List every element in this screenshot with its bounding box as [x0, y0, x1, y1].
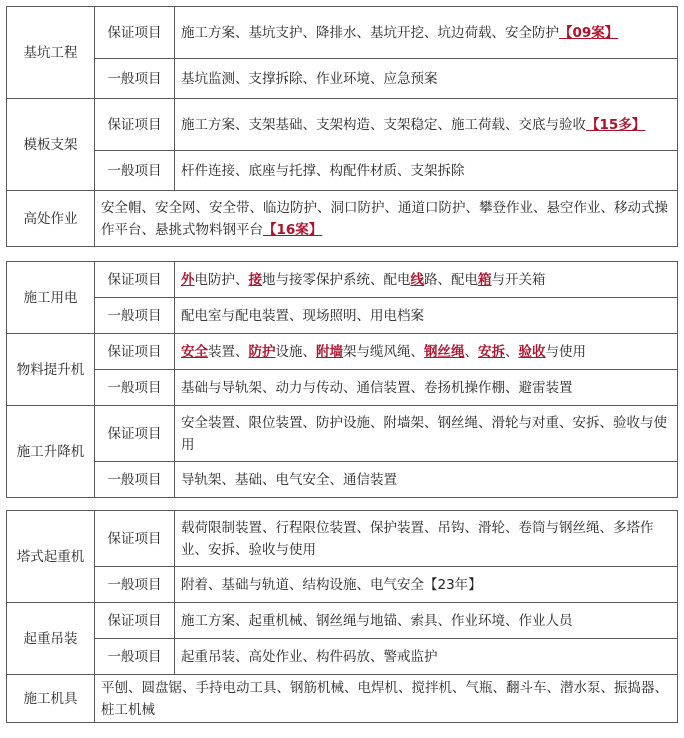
- item-content: [175, 462, 678, 498]
- highlight-mark: 线: [410, 271, 424, 288]
- highlight-mark: 钢丝绳: [424, 343, 465, 360]
- guarantee-item-label: 保证项目: [95, 406, 175, 462]
- category-tower-crane: 塔式起重机: [7, 511, 95, 603]
- item-content: [175, 99, 678, 151]
- guarantee-item-label: 保证项目: [95, 511, 175, 567]
- content-text: 安全装置、限位装置、防护设施、附墙架、钢丝绳、滑轮与对重、安拆、验收与使用: [181, 414, 667, 453]
- table-row: [7, 191, 678, 247]
- content-text: 配电室与配电装置、现场照明、用电档案: [181, 307, 424, 324]
- guarantee-item-label: 保证项目: [95, 603, 175, 639]
- content-text: 地与接零保护系统、配电: [262, 271, 411, 288]
- category-work-at-height: 高处作业: [7, 191, 95, 247]
- table-row: [7, 675, 678, 723]
- item-content: [95, 675, 678, 723]
- item-content: [175, 406, 678, 462]
- highlight-mark: 附墙: [316, 343, 343, 360]
- highlight-mark: 安全: [181, 343, 208, 360]
- item-content: [175, 370, 678, 406]
- category-formwork-support: 模板支架: [7, 99, 95, 191]
- content-text: 路、配电: [424, 271, 478, 288]
- content-text: 与使用: [545, 343, 586, 360]
- content-text: 附着、基础与轨道、结构设施、电气安全【23年】: [181, 576, 482, 593]
- content-text: 平刨、圆盘锯、手持电动工具、钢筋机械、电焊机、搅拌机、气瓶、翻斗车、潜水泵、振捣器、桩工机械: [101, 679, 668, 718]
- item-content: [175, 151, 678, 191]
- item-content: [95, 191, 678, 247]
- content-text: 基础与导轨架、动力与传动、通信装置、卷扬机操作棚、避雷装置: [181, 379, 573, 396]
- table-row: [7, 406, 678, 462]
- safety-check-table-3: [6, 510, 678, 723]
- content-text: 电防护、: [194, 271, 249, 288]
- table-row: [7, 462, 678, 498]
- table-row: [7, 99, 678, 151]
- category-hoisting-lifting: 起重吊装: [7, 603, 95, 675]
- item-content: [175, 59, 678, 99]
- category-construction-elevator: 施工升降机: [7, 406, 95, 498]
- category-construction-electricity: 施工用电: [7, 262, 95, 334]
- general-item-label: 一般项目: [95, 151, 175, 191]
- table-row: [7, 567, 678, 603]
- table-row: [7, 511, 678, 567]
- guarantee-item-label: 保证项目: [95, 99, 175, 151]
- item-content: [175, 639, 678, 675]
- content-text: 装置、: [208, 343, 249, 360]
- table-row: [7, 603, 678, 639]
- table-row: [7, 7, 678, 59]
- highlight-mark: 【16案】: [263, 221, 323, 238]
- table-row: [7, 370, 678, 406]
- item-content: [175, 567, 678, 603]
- guarantee-item-label: 保证项目: [95, 334, 175, 370]
- category-foundation-pit: 基坑工程: [7, 7, 95, 99]
- general-item-label: 一般项目: [95, 370, 175, 406]
- item-content: [175, 7, 678, 59]
- highlight-mark: 验收: [518, 343, 546, 360]
- content-text: 与开关箱: [491, 271, 546, 288]
- safety-check-table-2: [6, 261, 678, 498]
- content-text: 架与缆风绳、: [343, 343, 424, 360]
- highlight-mark: 接: [248, 271, 262, 288]
- highlight-mark: 外: [181, 271, 195, 288]
- content-text: 、: [464, 343, 478, 360]
- highlight-mark: 安拆: [478, 343, 505, 360]
- content-text: 基坑监测、支撑拆除、作业环境、应急预案: [181, 70, 438, 87]
- content-text: 载荷限制装置、行程限位装置、保护装置、吊钩、滑轮、卷筒与钢丝绳、多塔作业、安拆、验收与使用: [181, 519, 654, 558]
- general-item-label: 一般项目: [95, 298, 175, 334]
- general-item-label: 一般项目: [95, 567, 175, 603]
- table-row: [7, 639, 678, 675]
- table-row: [7, 59, 678, 99]
- general-item-label: 一般项目: [95, 59, 175, 99]
- highlight-mark: 【09案】: [559, 24, 619, 41]
- item-content: [175, 262, 678, 298]
- safety-check-table-1: [6, 6, 678, 247]
- item-content: [175, 511, 678, 567]
- highlight-mark: 防护: [248, 343, 276, 360]
- content-text: 安全帽、安全网、安全带、临边防护、洞口防护、通道口防护、攀登作业、悬空作业、移动式操作平台、悬挑式物料钢平台: [101, 199, 668, 238]
- table-row: [7, 298, 678, 334]
- table-row: [7, 334, 678, 370]
- content-text: 、: [505, 343, 519, 360]
- item-content: [175, 334, 678, 370]
- category-construction-machinery: 施工机具: [7, 675, 95, 723]
- general-item-label: 一般项目: [95, 639, 175, 675]
- content-text: 施工方案、起重机械、钢丝绳与地锚、索具、作业环境、作业人员: [181, 612, 573, 629]
- item-content: [175, 603, 678, 639]
- content-text: 施工方案、支架基础、支架构造、支架稳定、施工荷载、交底与验收: [181, 116, 586, 133]
- content-text: 起重吊装、高处作业、构件码放、警戒监护: [181, 648, 438, 665]
- table-row: [7, 262, 678, 298]
- item-content: [175, 298, 678, 334]
- guarantee-item-label: 保证项目: [95, 262, 175, 298]
- highlight-mark: 【15多】: [586, 116, 646, 133]
- content-text: 杆件连接、底座与托撑、构配件材质、支架拆除: [181, 162, 465, 179]
- content-text: 设施、: [275, 343, 316, 360]
- content-text: 施工方案、基坑支护、降排水、基坑开挖、坑边荷载、安全防护: [181, 24, 559, 41]
- content-text: 导轨架、基础、电气安全、通信装置: [181, 471, 397, 488]
- guarantee-item-label: 保证项目: [95, 7, 175, 59]
- highlight-mark: 箱: [478, 271, 492, 288]
- general-item-label: 一般项目: [95, 462, 175, 498]
- category-material-hoist: 物料提升机: [7, 334, 95, 406]
- table-row: [7, 151, 678, 191]
